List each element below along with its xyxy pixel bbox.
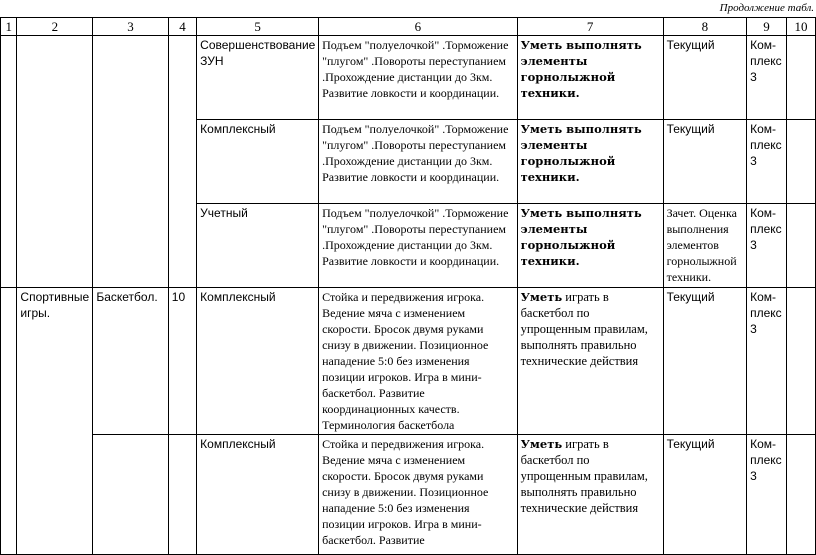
- extra-cell: [786, 288, 815, 435]
- control-type-cell: Зачет. Оценка выполнения элементов горнолыжной техники.: [663, 204, 747, 288]
- control-type-cell: Текущий: [663, 288, 747, 435]
- equipment-cell: Ком-плекс 3: [747, 36, 787, 120]
- requirements-text: играть в баскетбол по упрощенным правилам, выполнять правильно технические действия: [520, 437, 648, 515]
- header-cell: 1: [1, 18, 17, 36]
- lesson-type-cell: Комплексный: [197, 288, 319, 435]
- table-row: [1, 435, 816, 555]
- lesson-type-cell: Комплексный: [197, 435, 319, 555]
- table-continuation-caption: Продолжение табл.: [719, 2, 814, 14]
- requirements-cell: [517, 204, 663, 288]
- header-cell: 8: [663, 18, 747, 36]
- hours-cell: [168, 435, 196, 555]
- control-type-cell: Текущий: [663, 120, 747, 204]
- control-type-cell: Текущий: [663, 435, 747, 555]
- lesson-content-cell: Стойка и передвижения игрока. Ведение мяча с изменением скорости. Бросок двумя руками снизу в движении. Позиционное нападение 5:0 без изменения позиции игроков. Игра в мини-баскетбол. Развитие координационных качеств. Терминология баскетбола: [319, 288, 517, 435]
- requirements-bold: Уметь: [520, 437, 563, 451]
- equipment-cell: Ком-плекс 3: [747, 120, 787, 204]
- requirements-cell: [517, 120, 663, 204]
- row-number-cell: [1, 288, 17, 555]
- extra-cell: [786, 204, 815, 288]
- lesson-content-cell: Подъем "полуелочкой" .Торможение "плугом" .Повороты переступанием .Прохождение дистанции до 3км. Развитие ловкости и координации.: [319, 204, 517, 288]
- table-row: [1, 288, 816, 435]
- header-cell: 7: [517, 18, 663, 36]
- topic-cell: Баскетбол.: [93, 288, 168, 435]
- requirements-bold: Уметь выполнять элементы горнолыжной техники.: [520, 38, 642, 100]
- header-cell: 2: [17, 18, 93, 36]
- header-cell: 6: [319, 18, 517, 36]
- header-cell: 3: [93, 18, 168, 36]
- equipment-cell: Ком-плекс 3: [747, 204, 787, 288]
- extra-cell: [786, 435, 815, 555]
- hours-cell: [168, 36, 196, 288]
- equipment-cell: Ком-плекс 3: [747, 435, 787, 555]
- lesson-type-cell: Совершенствование ЗУН: [197, 36, 319, 120]
- requirements-bold: Уметь выполнять элементы горнолыжной техники.: [520, 206, 642, 268]
- lesson-content-cell: Стойка и передвижения игрока. Ведение мяча с изменением скорости. Бросок двумя руками снизу в движении. Позиционное нападение 5:0 без изменения позиции игроков. Игра в мини-баскетбол. Развитие: [319, 435, 517, 555]
- row-number-cell: [1, 36, 17, 288]
- lesson-type-cell: Учетный: [197, 204, 319, 288]
- header-cell: 9: [747, 18, 787, 36]
- table-row: [1, 36, 816, 120]
- header-cell: 4: [168, 18, 196, 36]
- topic-cell: [93, 435, 168, 555]
- extra-cell: [786, 120, 815, 204]
- requirements-bold: Уметь выполнять элементы горнолыжной техники.: [520, 122, 642, 184]
- lesson-content-cell: Подъем "полуелочкой" .Торможение "плугом" .Повороты переступанием .Прохождение дистанции до 3км. Развитие ловкости и координации.: [319, 36, 517, 120]
- section-cell: Спортивные игры.: [17, 288, 93, 555]
- header-cell: 5: [197, 18, 319, 36]
- requirements-cell: [517, 36, 663, 120]
- requirements-cell: [517, 435, 663, 555]
- lesson-content-cell: Подъем "полуелочкой" .Торможение "плугом" .Повороты переступанием .Прохождение дистанции до 3км. Развитие ловкости и координации.: [319, 120, 517, 204]
- extra-cell: [786, 36, 815, 120]
- section-cell: [17, 36, 93, 288]
- hours-cell: 10: [168, 288, 196, 435]
- requirements-text: играть в баскетбол по упрощенным правилам, выполнять правильно технические действия: [520, 290, 648, 368]
- header-row: [1, 18, 816, 36]
- header-cell: 10: [786, 18, 815, 36]
- requirements-bold: Уметь: [520, 290, 563, 304]
- topic-cell: [93, 36, 168, 288]
- lesson-type-cell: Комплексный: [197, 120, 319, 204]
- requirements-cell: [517, 288, 663, 435]
- curriculum-table: [0, 17, 816, 555]
- control-type-cell: Текущий: [663, 36, 747, 120]
- equipment-cell: Ком-плекс 3: [747, 288, 787, 435]
